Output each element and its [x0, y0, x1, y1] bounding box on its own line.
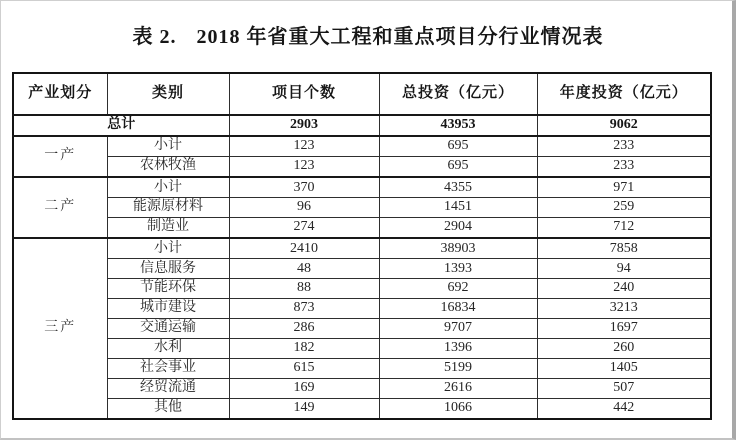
cell-category: 小计 — [107, 177, 229, 198]
total-label-cell: 总计 — [13, 115, 229, 136]
cell-projects: 873 — [229, 299, 379, 319]
cell-category: 交通运输 — [107, 319, 229, 339]
cell-annual-investment: 1405 — [537, 359, 711, 379]
table-row — [13, 398, 711, 419]
col-header-annual-investment: 年度投资（亿元） — [537, 73, 711, 115]
table-row — [13, 359, 711, 379]
cell-category: 社会事业 — [107, 359, 229, 379]
cell-projects: 286 — [229, 319, 379, 339]
cell-category: 能源原材料 — [107, 198, 229, 218]
cell-total-investment: 16834 — [379, 299, 537, 319]
cell-category: 信息服务 — [107, 259, 229, 279]
col-header-project-count: 项目个数 — [229, 73, 379, 115]
table-row — [13, 218, 711, 239]
cell-projects: 2410 — [229, 238, 379, 259]
page-title — [0, 20, 736, 49]
cell-total-investment: 1396 — [379, 339, 537, 359]
cell-total-investment: 38903 — [379, 238, 537, 259]
cell-category: 制造业 — [107, 218, 229, 239]
cell-annual-investment: 233 — [537, 157, 711, 178]
cell-projects: 48 — [229, 259, 379, 279]
total-investment-cell: 43953 — [379, 115, 537, 136]
cell-projects: 123 — [229, 136, 379, 157]
table-row — [13, 319, 711, 339]
section-label-primary: 一产 — [13, 136, 107, 177]
col-header-category: 类别 — [107, 73, 229, 115]
cell-total-investment: 1393 — [379, 259, 537, 279]
table-title-text: 2018 年省重大工程和重点项目分行业情况表 — [196, 26, 604, 48]
table-row — [13, 177, 711, 198]
total-projects-cell: 2903 — [229, 115, 379, 136]
table-row — [13, 259, 711, 279]
table-number-label: 表 2. — [132, 26, 177, 48]
cell-category: 城市建设 — [107, 299, 229, 319]
cell-category: 农林牧渔 — [107, 157, 229, 178]
cell-projects: 123 — [229, 157, 379, 178]
table-row — [13, 198, 711, 218]
cell-annual-investment: 507 — [537, 378, 711, 398]
cell-annual-investment: 259 — [537, 198, 711, 218]
cell-annual-investment: 233 — [537, 136, 711, 157]
cell-category: 小计 — [107, 238, 229, 259]
cell-total-investment: 695 — [379, 157, 537, 178]
cell-category: 小计 — [107, 136, 229, 157]
col-header-industry: 产业划分 — [13, 73, 107, 115]
cell-annual-investment: 260 — [537, 339, 711, 359]
cell-total-investment: 2616 — [379, 378, 537, 398]
cell-projects: 370 — [229, 177, 379, 198]
table-row — [13, 157, 711, 178]
table-row — [13, 238, 711, 259]
total-annual-cell: 9062 — [537, 115, 711, 136]
cell-total-investment: 9707 — [379, 319, 537, 339]
cell-projects: 182 — [229, 339, 379, 359]
cell-total-investment: 4355 — [379, 177, 537, 198]
cell-category: 其他 — [107, 398, 229, 419]
col-header-total-investment: 总投资（亿元） — [379, 73, 537, 115]
cell-total-investment: 2904 — [379, 218, 537, 239]
table-row — [13, 136, 711, 157]
cell-annual-investment: 3213 — [537, 299, 711, 319]
cell-category: 水利 — [107, 339, 229, 359]
cell-projects: 169 — [229, 378, 379, 398]
total-row — [13, 115, 711, 136]
cell-annual-investment: 94 — [537, 259, 711, 279]
cell-projects: 274 — [229, 218, 379, 239]
industry-table — [12, 72, 712, 420]
cell-annual-investment: 712 — [537, 218, 711, 239]
cell-projects: 96 — [229, 198, 379, 218]
cell-total-investment: 1066 — [379, 398, 537, 419]
section-label-tertiary: 三产 — [13, 238, 107, 419]
header-row — [13, 73, 711, 115]
table-row — [13, 339, 711, 359]
cell-annual-investment: 442 — [537, 398, 711, 419]
cell-annual-investment: 971 — [537, 177, 711, 198]
cell-annual-investment: 7858 — [537, 238, 711, 259]
cell-total-investment: 5199 — [379, 359, 537, 379]
table-row — [13, 378, 711, 398]
cell-projects: 615 — [229, 359, 379, 379]
cell-projects: 88 — [229, 279, 379, 299]
cell-category: 节能环保 — [107, 279, 229, 299]
cell-total-investment: 692 — [379, 279, 537, 299]
cell-annual-investment: 240 — [537, 279, 711, 299]
table-row — [13, 279, 711, 299]
table-row — [13, 299, 711, 319]
cell-total-investment: 695 — [379, 136, 537, 157]
cell-annual-investment: 1697 — [537, 319, 711, 339]
cell-projects: 149 — [229, 398, 379, 419]
cell-total-investment: 1451 — [379, 198, 537, 218]
section-label-secondary: 二产 — [13, 177, 107, 238]
cell-category: 经贸流通 — [107, 378, 229, 398]
